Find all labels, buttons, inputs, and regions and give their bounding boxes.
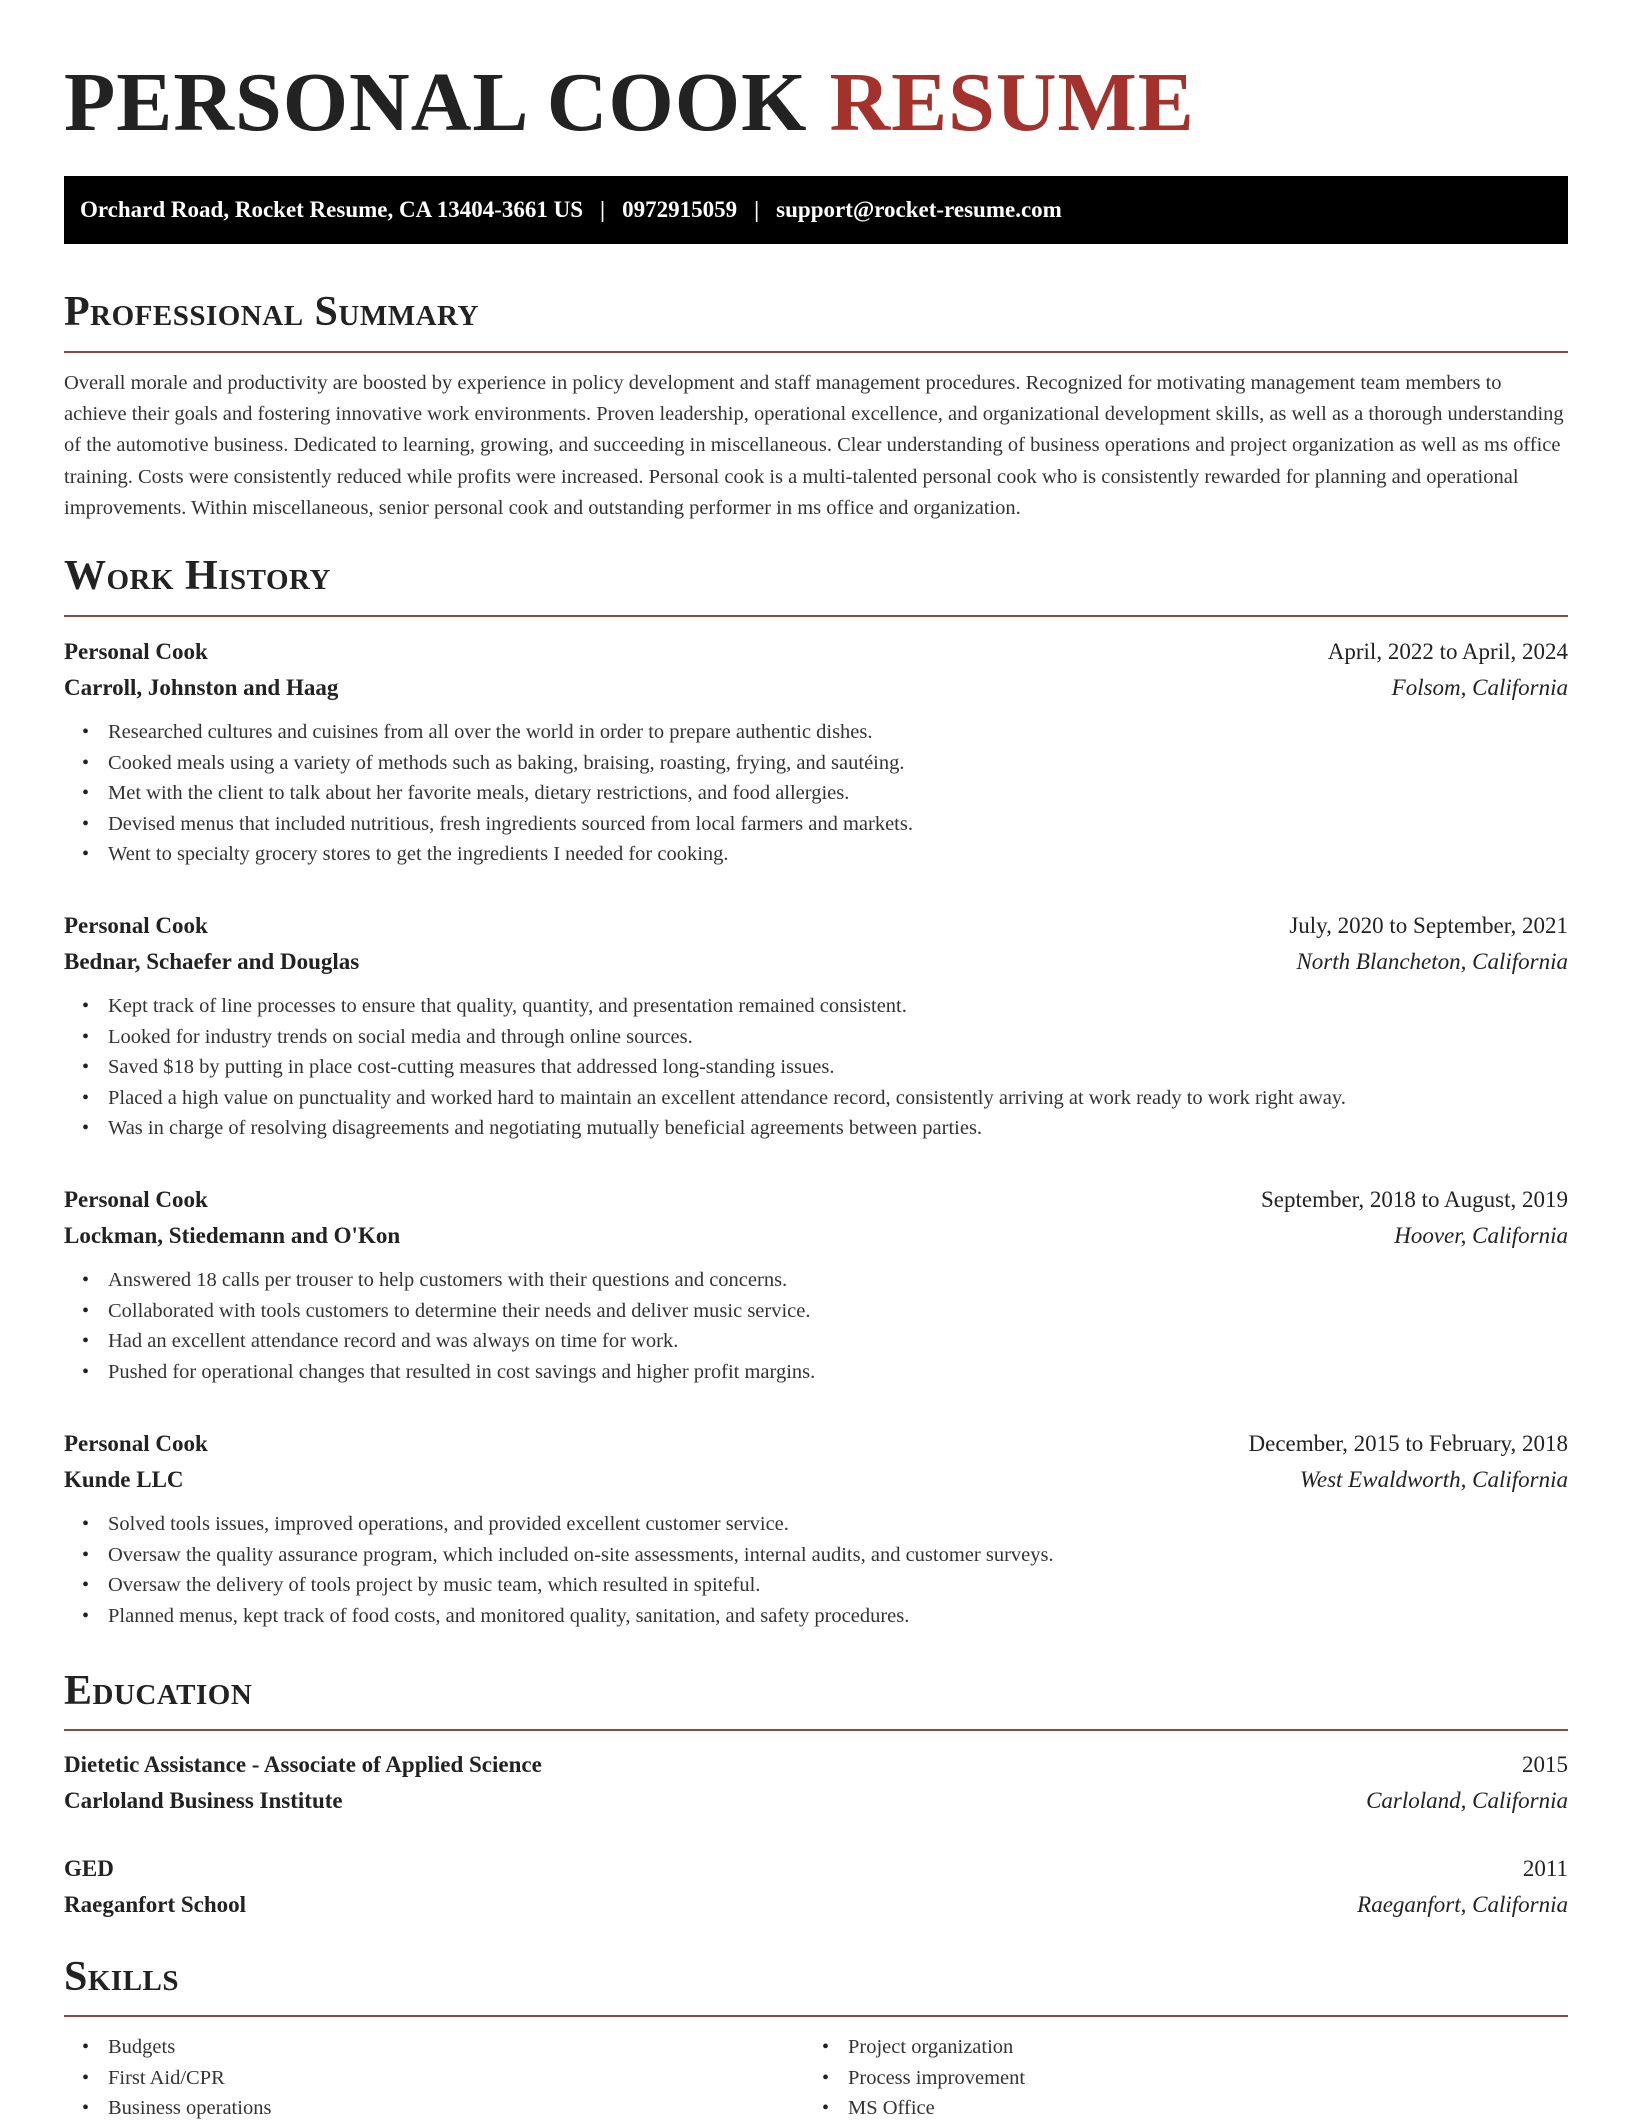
education-degree: GED	[64, 1856, 114, 1881]
education-degree: Dietetic Assistance - Associate of Applied Science	[64, 1752, 542, 1777]
contact-separator: |	[600, 197, 606, 222]
section-divider	[64, 351, 1568, 353]
section-divider	[64, 615, 1568, 617]
skill-item: • MS Office	[848, 2093, 1544, 2124]
summary-text: Overall morale and productivity are boosted by experience in policy development and staff management procedures. Recognized for motivating management team members to achieve their goals and fostering innovative work environments. Proven leadership, operational excellence, and organizational development skills, as well as a thorough understanding of the automotive business. Dedicated to learning, growing, and succeeding in miscellaneous. Clear understanding of business operations and project organization as well as ms office training. Costs were consistently reduced while profits were increased. Personal cook is a multi-talented personal cook who is consistently rewarded for planning and operational improvements. Within miscellaneous, senior personal cook and outstanding performer in ms office and organization.	[64, 372, 1564, 519]
job-duty: • Was in charge of resolving disagreements and negotiating mutually beneficial agreements between parties.	[108, 1113, 1568, 1144]
job-duties	[64, 717, 1568, 870]
job-duty: • Met with the client to talk about her favorite meals, dietary restrictions, and food allergies.	[108, 778, 1568, 809]
job-location: North Blancheton, California	[1296, 949, 1568, 974]
job-duty: • Collaborated with tools customers to determine their needs and deliver music service.	[108, 1296, 1568, 1327]
job-company: Carroll, Johnston and Haag	[64, 675, 339, 700]
job-duty: • Pushed for operational changes that resulted in cost savings and higher profit margins.	[108, 1357, 1568, 1388]
job-duty: • Oversaw the delivery of tools project by music team, which resulted in spiteful.	[108, 1570, 1568, 1601]
education-school: Carloland Business Institute	[64, 1788, 343, 1813]
education-location: Raeganfort, California	[1357, 1892, 1568, 1917]
education-entry	[64, 1747, 1568, 1819]
job-entry	[64, 908, 1568, 1144]
job-title: Personal Cook	[64, 1431, 208, 1456]
job-dates: December, 2015 to February, 2018	[1248, 1431, 1568, 1456]
skill-item: • Process improvement	[848, 2063, 1544, 2094]
resume-title	[64, 48, 1195, 158]
job-title: Personal Cook	[64, 639, 208, 664]
job-duty: • Devised menus that included nutritious, fresh ingredients sourced from local farmers and markets.	[108, 809, 1568, 840]
title-main: PERSONAL COOK	[64, 56, 808, 149]
section-divider	[64, 2015, 1568, 2017]
job-duty: • Cooked meals using a variety of methods such as baking, braising, roasting, frying, and sautéing.	[108, 748, 1568, 779]
job-duty: • Researched cultures and cuisines from all over the world in order to prepare authentic dishes.	[108, 717, 1568, 748]
skill-item: • Budgets	[108, 2032, 804, 2063]
job-entry	[64, 634, 1568, 870]
job-duties	[64, 1265, 1568, 1387]
contact-email: support@rocket-resume.com	[776, 197, 1062, 222]
job-entry	[64, 1182, 1568, 1387]
job-dates: September, 2018 to August, 2019	[1260, 1187, 1568, 1212]
job-duties	[64, 991, 1568, 1144]
job-location: West Ewaldworth, California	[1299, 1467, 1568, 1492]
education-location: Carloland, California	[1366, 1788, 1568, 1813]
job-duties	[64, 1509, 1568, 1631]
job-duty: • Oversaw the quality assurance program, which included on-site assessments, internal audits, and customer surveys.	[108, 1540, 1568, 1571]
job-duty: • Kept track of line processes to ensure that quality, quantity, and presentation remained consistent.	[108, 991, 1568, 1022]
job-company: Kunde LLC	[64, 1467, 184, 1492]
job-dates: July, 2020 to September, 2021	[1289, 913, 1568, 938]
work-history-heading: Work History	[64, 553, 331, 599]
education-year: 2011	[1522, 1856, 1568, 1881]
education-school: Raeganfort School	[64, 1892, 247, 1917]
contact-separator: |	[754, 197, 760, 222]
job-duty: • Answered 18 calls per trouser to help customers with their questions and concerns.	[108, 1265, 1568, 1296]
job-title: Personal Cook	[64, 1187, 208, 1212]
job-entry	[64, 1426, 1568, 1631]
job-duty: • Placed a high value on punctuality and worked hard to maintain an excellent attendance record, consistently arriving at work ready to work right away.	[108, 1083, 1568, 1114]
job-duty: • Had an excellent attendance record and was always on time for work.	[108, 1326, 1568, 1357]
contact-address: Orchard Road, Rocket Resume, CA 13404-3661 US	[80, 197, 584, 222]
contact-bar	[64, 176, 1568, 244]
skills-column-right	[804, 2032, 1544, 2124]
job-duty: • Planned menus, kept track of food costs, and monitored quality, sanitation, and safety procedures.	[108, 1601, 1568, 1632]
job-duty: • Went to specialty grocery stores to get the ingredients I needed for cooking.	[108, 839, 1568, 870]
job-location: Folsom, California	[1391, 675, 1568, 700]
title-accent: RESUME	[829, 56, 1195, 149]
skill-item: • First Aid/CPR	[108, 2063, 804, 2094]
job-duty: • Solved tools issues, improved operations, and provided excellent customer service.	[108, 1509, 1568, 1540]
summary-heading: Professional Summary	[64, 289, 479, 335]
job-title: Personal Cook	[64, 913, 208, 938]
contact-phone: 0972915059	[622, 197, 738, 222]
job-dates: April, 2022 to April, 2024	[1327, 639, 1568, 664]
job-duty: • Saved $18 by putting in place cost-cutting measures that addressed long-standing issues.	[108, 1052, 1568, 1083]
section-divider	[64, 1729, 1568, 1731]
education-heading: Education	[64, 1668, 253, 1714]
skill-item: • Business operations	[108, 2093, 804, 2124]
education-entry	[64, 1851, 1568, 1923]
job-company: Bednar, Schaefer and Douglas	[64, 949, 360, 974]
skills-heading: Skills	[64, 1954, 180, 2000]
skills-column-left	[64, 2032, 804, 2124]
skill-item: • Project organization	[848, 2032, 1544, 2063]
education-year: 2015	[1522, 1752, 1568, 1777]
job-location: Hoover, California	[1394, 1223, 1568, 1248]
job-company: Lockman, Stiedemann and O'Kon	[64, 1223, 401, 1248]
skills-list	[64, 2032, 1568, 2124]
job-duty: • Looked for industry trends on social media and through online sources.	[108, 1022, 1568, 1053]
